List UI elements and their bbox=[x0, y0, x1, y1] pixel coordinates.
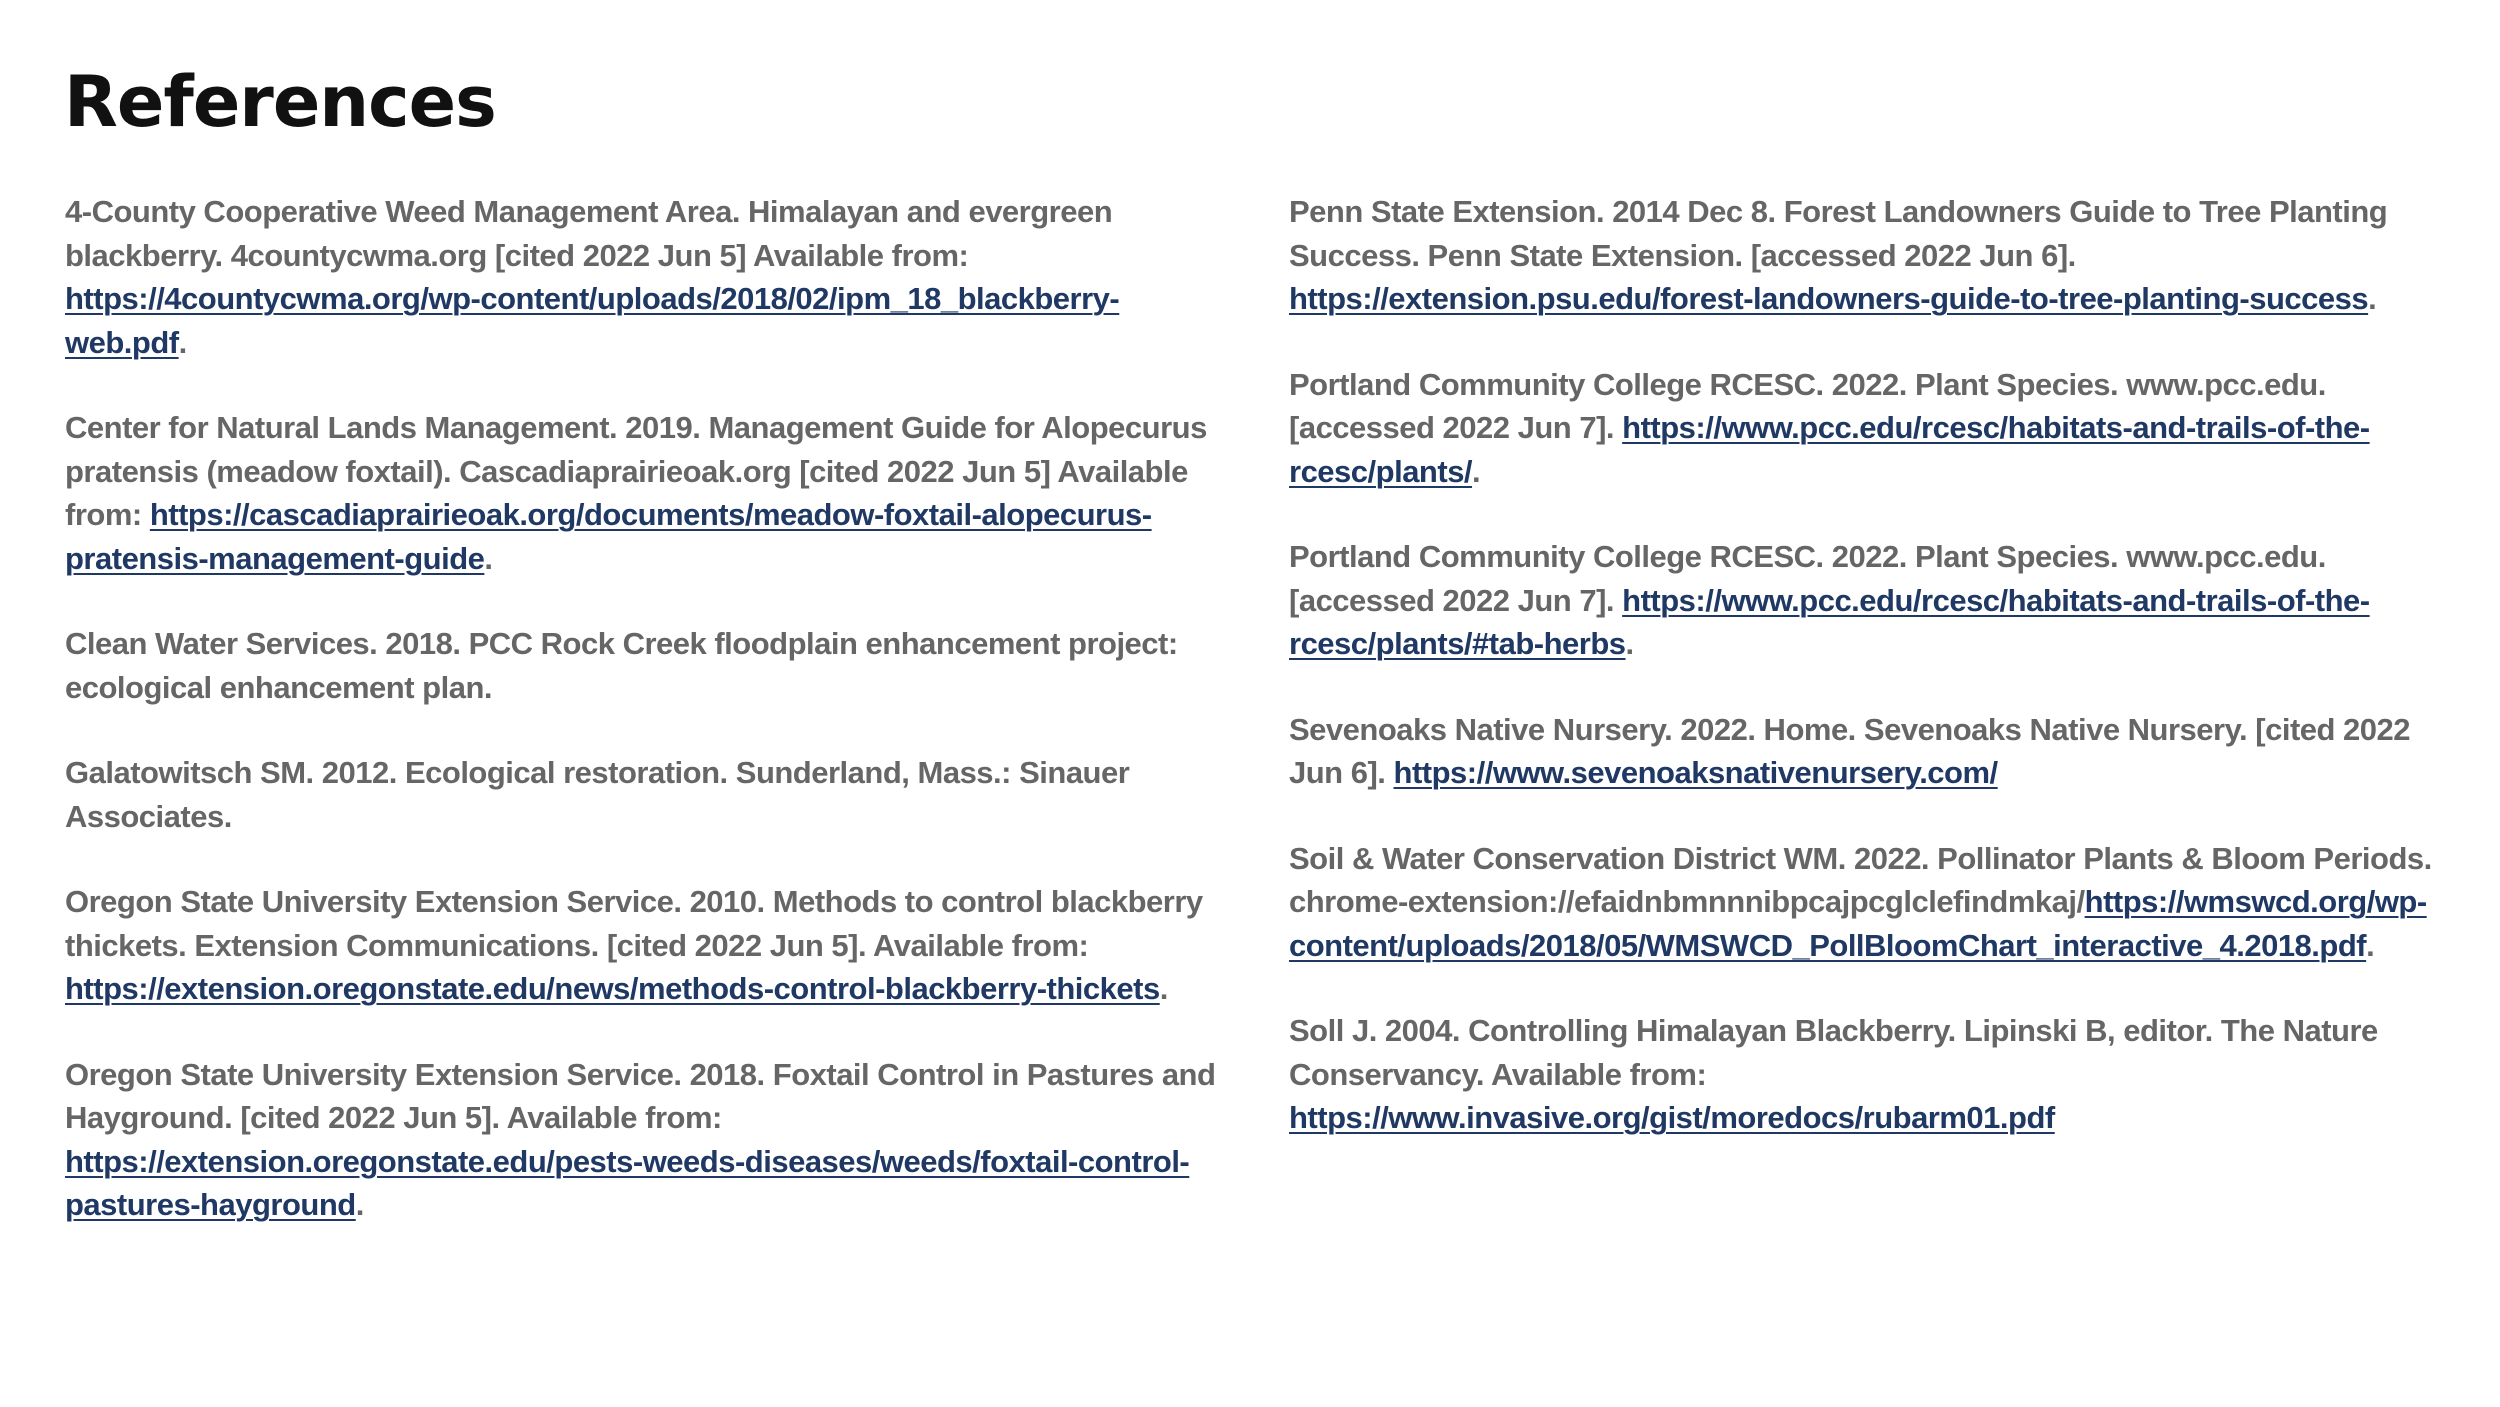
reference-suffix: . bbox=[1159, 971, 1168, 1006]
reference-suffix: . bbox=[178, 324, 187, 360]
reference-text: Oregon State University Extension Service. 2010. Methods to control blackberry thickets. Extension Communications. [cited 2022 Jun 5]. Available from: bbox=[65, 884, 1203, 963]
reference-entry bbox=[65, 880, 1225, 1011]
reference-entry bbox=[1289, 535, 2449, 666]
reference-link[interactable]: https://extension.psu.edu/forest-landowners-guide-to-tree-planting-success bbox=[1289, 281, 2369, 316]
reference-link[interactable]: https://www.pcc.edu/rcesc/habitats-and-trails-of-the-rcesc/plants/ bbox=[1289, 410, 2370, 489]
reference-link[interactable]: https://www.sevenoaksnativenursery.com/ bbox=[1393, 755, 1998, 790]
reference-text: Soll J. 2004. Controlling Himalayan Blackberry. Lipinski B, editor. The Nature Conservancy. Available from: bbox=[1289, 1013, 2378, 1092]
reference-entry bbox=[1289, 190, 2449, 321]
reference-text: Portland Community College RCESC. 2022. Plant Species. www.pcc.edu. [accessed 2022 Jun 7]. bbox=[1289, 366, 2326, 445]
reference-link[interactable]: https://cascadiaprairieoak.org/documents/meadow-foxtail-alopecurus-pratensis-management-guide bbox=[65, 497, 1152, 576]
reference-entry bbox=[1289, 363, 2449, 494]
references-right-column bbox=[1289, 190, 2449, 1182]
reference-entry bbox=[65, 751, 1225, 838]
reference-link[interactable]: https://extension.oregonstate.edu/pests-weeds-diseases/weeds/foxtail-control-pastures-hayground bbox=[65, 1143, 1190, 1222]
reference-suffix: . bbox=[484, 540, 493, 576]
reference-suffix: . bbox=[2368, 281, 2377, 316]
references-left-column bbox=[65, 190, 1225, 1269]
reference-text: Oregon State University Extension Service. 2018. Foxtail Control in Pastures and Hayground. [cited 2022 Jun 5]. Available from: bbox=[65, 1056, 1216, 1135]
reference-text: Clean Water Services. 2018. PCC Rock Creek floodplain enhancement project: ecological enhancement plan. bbox=[65, 626, 1178, 705]
reference-entry bbox=[65, 190, 1225, 364]
reference-text: Center for Natural Lands Management. 2019. Management Guide for Alopecurus pratensis (meadow foxtail). Cascadiaprairieoak.org [cited 2022 Jun 5] Available from: bbox=[65, 410, 1207, 532]
reference-link[interactable]: https://www.pcc.edu/rcesc/habitats-and-trails-of-the-rcesc/plants/#tab-herbs bbox=[1289, 582, 2370, 661]
reference-entry bbox=[1289, 837, 2449, 968]
reference-entry bbox=[65, 1053, 1225, 1227]
reference-suffix: . bbox=[1472, 453, 1481, 489]
reference-text: 4-County Cooperative Weed Management Area. Himalayan and evergreen blackberry. 4countycwma.org [cited 2022 Jun 5] Available from: bbox=[65, 194, 1113, 273]
reference-link[interactable]: https://extension.oregonstate.edu/news/methods-control-blackberry-thickets bbox=[65, 971, 1160, 1006]
reference-text: Galatowitsch SM. 2012. Ecological restoration. Sunderland, Mass.: Sinauer Associates. bbox=[65, 755, 1130, 834]
reference-suffix: . bbox=[355, 1187, 364, 1222]
page-title: References bbox=[64, 61, 496, 143]
reference-entry bbox=[65, 622, 1225, 709]
reference-text: Portland Community College RCESC. 2022. Plant Species. www.pcc.edu. [accessed 2022 Jun 7]. bbox=[1289, 539, 2326, 618]
reference-text: Sevenoaks Native Nursery. 2022. Home. Sevenoaks Native Nursery. [cited 2022 Jun 6]. bbox=[1289, 711, 2411, 790]
reference-entry bbox=[1289, 708, 2449, 795]
reference-suffix: . bbox=[2366, 927, 2375, 963]
reference-suffix: . bbox=[1625, 626, 1634, 661]
reference-entry bbox=[65, 406, 1225, 580]
reference-link[interactable]: https://wmswcd.org/wp-content/uploads/2018/05/WMSWCD_PollBloomChart_interactive_4.2018.pdf bbox=[1289, 884, 2427, 963]
reference-link[interactable]: https://4countycwma.org/wp-content/uploads/2018/02/ipm_18_blackberry-web.pdf bbox=[65, 281, 1120, 360]
reference-entry bbox=[1289, 1009, 2449, 1140]
reference-text: Penn State Extension. 2014 Dec 8. Forest Landowners Guide to Tree Planting Success. Penn State Extension. [accessed 2022 Jun 6]. bbox=[1289, 194, 2388, 273]
reference-text: Soil & Water Conservation District WM. 2022. Pollinator Plants & Bloom Periods. chrome-extension://efaidnbmnnnibpcajpcglclefindmkaj/ bbox=[1289, 840, 2432, 919]
reference-link[interactable]: https://www.invasive.org/gist/moredocs/rubarm01.pdf bbox=[1289, 1100, 2055, 1135]
